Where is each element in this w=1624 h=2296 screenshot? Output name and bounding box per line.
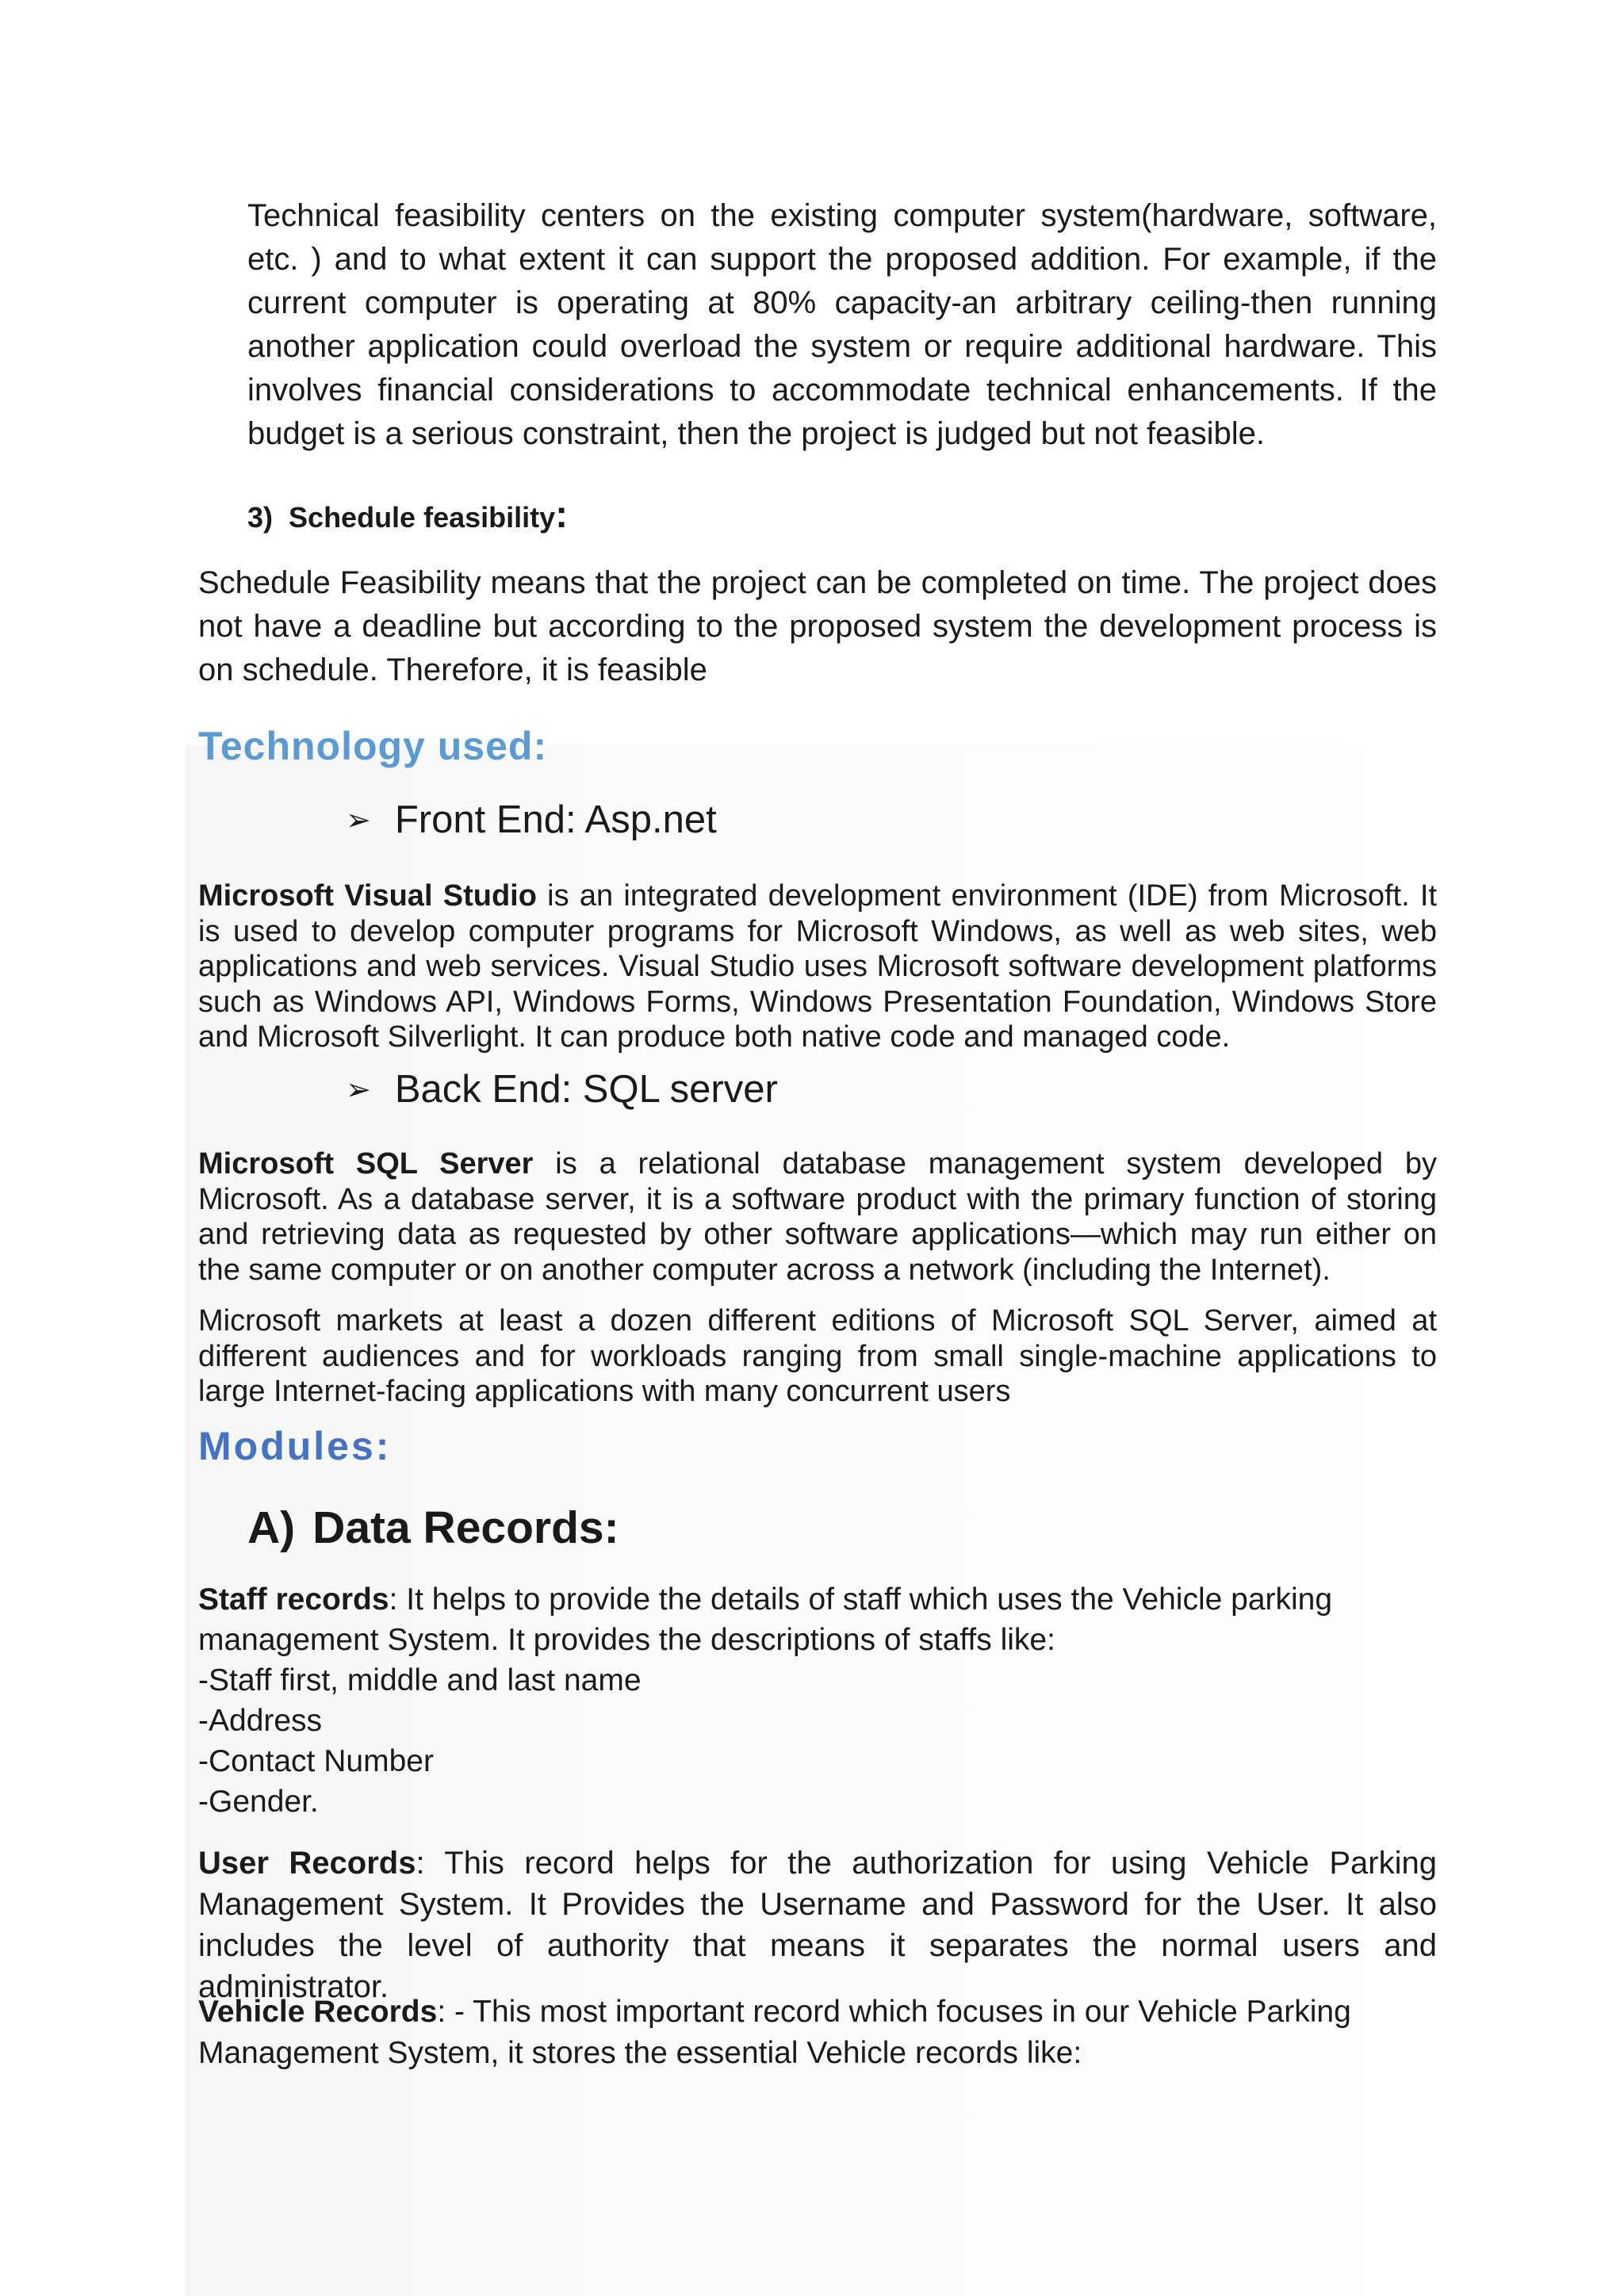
vehicle-records-line1 [198, 1992, 1437, 2033]
user-records-bold: User Records [198, 1846, 416, 1881]
data-records-title: Data Records: [312, 1502, 619, 1553]
staff-records-text: : It helps to provide the details of staff which uses the Vehicle parking [389, 1582, 1333, 1617]
staff-records-block [198, 1579, 1437, 1822]
vehicle-records-line2: Management System, it stores the essential Vehicle records like: [198, 2036, 1082, 2070]
technical-feasibility-paragraph: Technical feasibility centers on the existing computer system(hardware, software, etc. ) and to what extent it can support the proposed addition. For example, if the current computer is operating at 80% capacity-an arbitrary ceiling-then running another application could overload the system or require additional hardware. This involves financial considerations to accommodate technical enhancements. If the budget is a serious constraint, then the project is judged but not feasible. [247, 198, 1437, 451]
visual-studio-text: is an integrated development environment (IDE) from Microsoft. It is used to develop computer programs for Microsoft Windows, as well as web sites, web applications and web services. Visual Studio uses Microsoft software development platforms such as Windows API, Windows Forms, Windows Presentation Foundation, Windows Store and Microsoft Silverlight. It can produce both native code and managed code. [198, 879, 1438, 1054]
modules-heading: Modules: [198, 1424, 392, 1468]
data-records-heading [247, 1502, 619, 1554]
technology-used-heading: Technology used: [198, 724, 548, 768]
data-records-label: A) [247, 1502, 296, 1553]
staff-item: -Staff first, middle and last name [198, 1663, 642, 1697]
vehicle-records-bold: Vehicle Records [198, 1995, 438, 2029]
arrow-bullet-icon: ➢ [346, 1072, 371, 1107]
front-end-label: Front End: Asp.net [394, 798, 717, 841]
staff-records-bold: Staff records [198, 1582, 389, 1617]
front-end-bullet [346, 798, 717, 842]
schedule-colon: : [555, 494, 569, 536]
back-end-bullet [346, 1067, 778, 1112]
arrow-bullet-icon: ➢ [346, 802, 371, 837]
sql-server-text: is a relational database management system developed by Microsoft. As a database server, it is a software product with the primary function of storing and retrieving data as requested by other software applications—which may run either on the same computer or on another computer across a network (including the Internet). [198, 1147, 1437, 1287]
vehicle-records-block [198, 1992, 1437, 2074]
schedule-feasibility-paragraph: Schedule Feasibility means that the project can be completed on time. The project does not have a deadline but according to the proposed system the development process is on schedule. Therefore, it is feasible [198, 565, 1437, 687]
staff-item: -Gender. [198, 1785, 319, 1819]
staff-records-line1 [198, 1579, 1437, 1620]
user-records-paragraph [198, 1843, 1437, 2007]
sql-editions-paragraph: Microsoft markets at least a dozen different editions of Microsoft SQL Server, aimed at different audiences and for workloads ranging from small single-machine applications to large Internet-facing applications with many concurrent users [198, 1304, 1437, 1408]
schedule-number: 3) [247, 501, 274, 534]
schedule-feasibility-heading [247, 493, 568, 537]
staff-item: -Address [198, 1704, 323, 1738]
staff-item: -Contact Number [198, 1744, 434, 1778]
schedule-title: Schedule feasibility [289, 501, 556, 534]
visual-studio-paragraph [198, 878, 1437, 1055]
back-end-label: Back End: SQL server [394, 1068, 778, 1111]
sql-server-bold: Microsoft SQL Server [198, 1147, 534, 1181]
sql-server-paragraph [198, 1146, 1437, 1288]
staff-records-line2: management System. It provides the descriptions of staffs like: [198, 1623, 1055, 1657]
user-records-text: : This record helps for the authorization for using Vehicle Parking Management System. It Provides the Username and Password for the User. It also includes the level of authority that means it separates the normal users and administrator. [198, 1846, 1437, 2004]
visual-studio-bold: Microsoft Visual Studio [198, 879, 537, 913]
vehicle-records-text: : - This most important record which focuses in our Vehicle Parking [437, 1995, 1351, 2029]
